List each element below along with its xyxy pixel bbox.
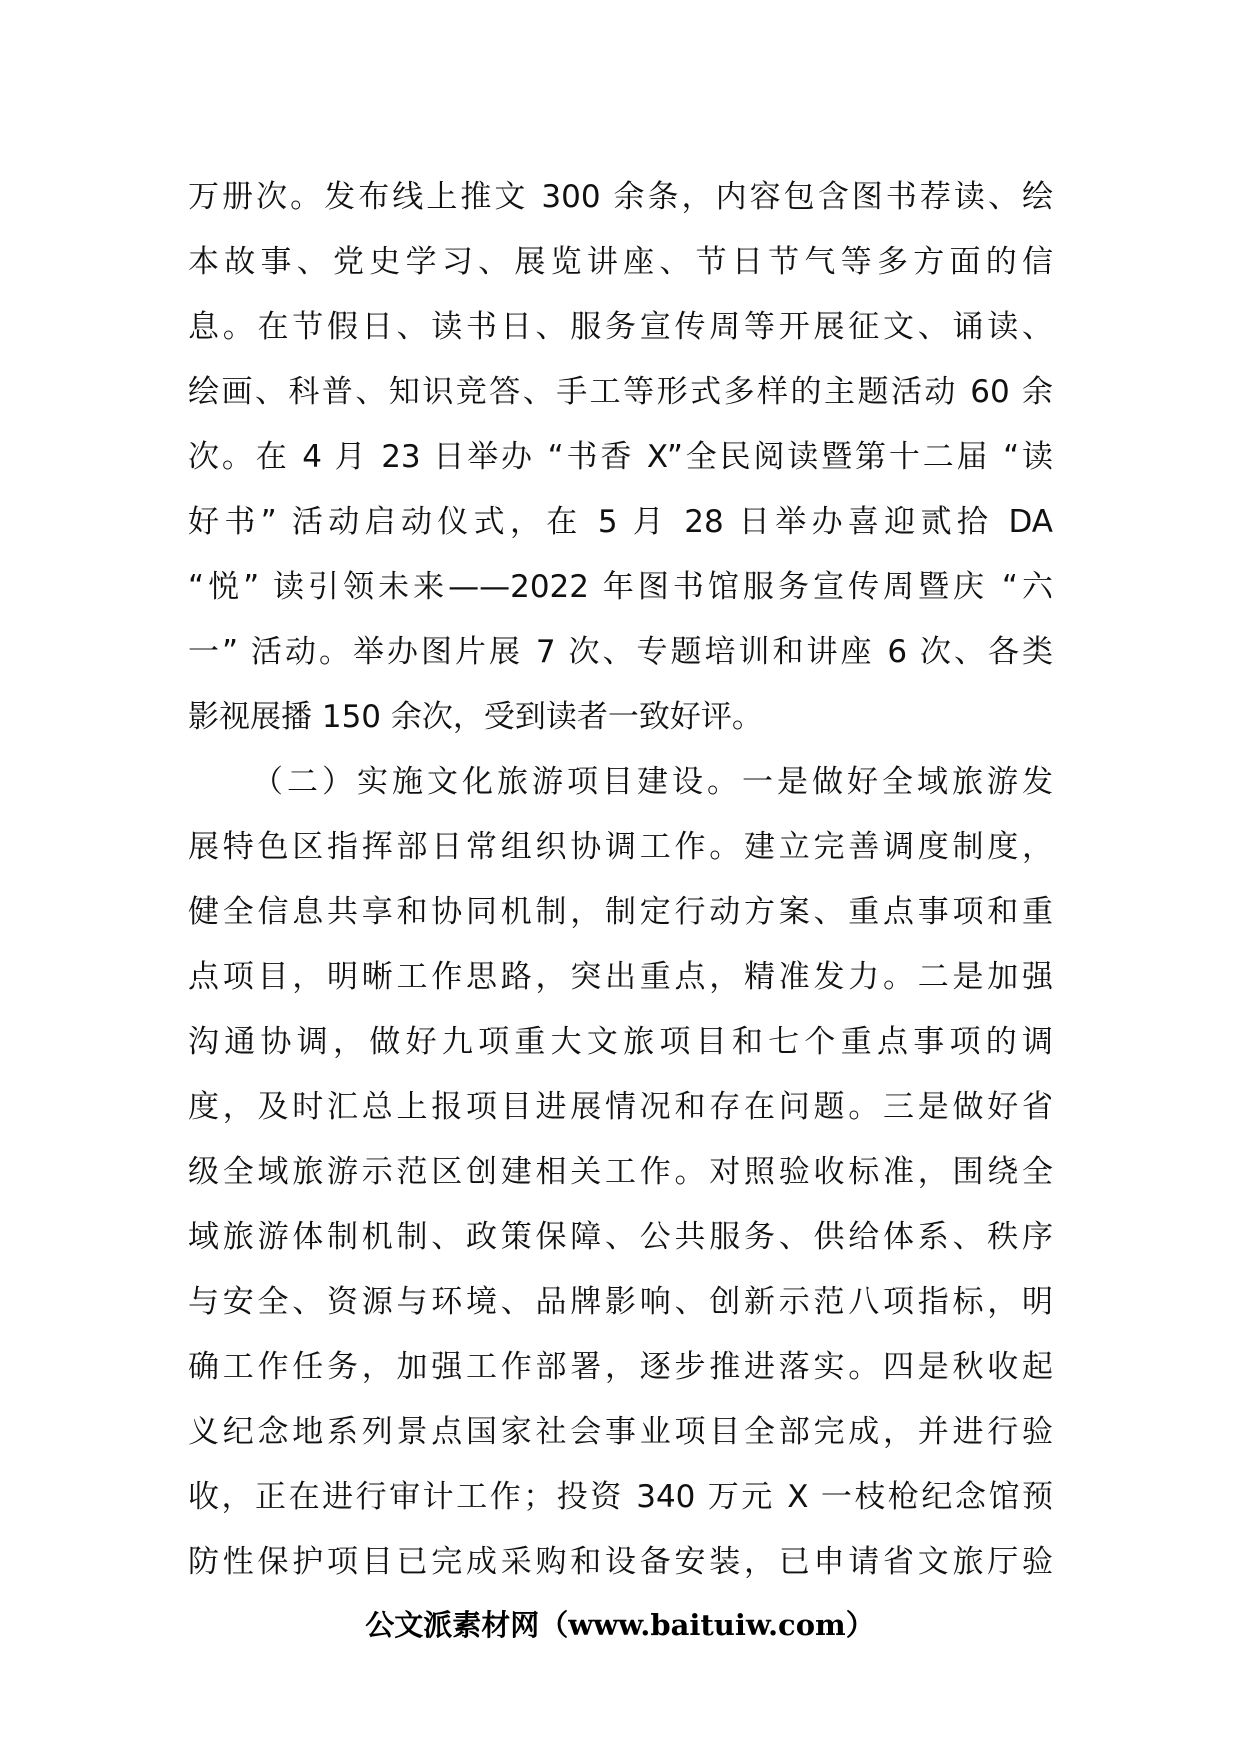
text-line-11: 展特色区指挥部日常组织协调工作。建立完善调度制度， [188, 829, 1053, 865]
text-line-13: 点项目，明晰工作思路，突出重点，精准发力。二是加强 [188, 959, 1053, 995]
text-line-19: 确工作任务，加强工作部署，逐步推进落实。四是秋收起 [188, 1349, 1053, 1385]
text-line-2: 本故事、党史学习、展览讲座、节日节气等多方面的信 [188, 244, 1053, 280]
text-line-5: 次。在 4 月 23 日举办 “书香 X”全民阅读暨第十二届 “读 [188, 439, 1053, 475]
text-line-14: 沟通协调，做好九项重大文旅项目和七个重点事项的调 [188, 1024, 1053, 1060]
text-line-17: 域旅游体制机制、政策保障、公共服务、供给体系、秩序 [188, 1219, 1053, 1255]
text-line-8: 一” 活动。举办图片展 7 次、专题培训和讲座 6 次、各类 [188, 634, 1053, 670]
paragraph-heading-line: （二）实施文化旅游项目建设。一是做好全域旅游发 [252, 764, 1053, 800]
text-line-21: 收，正在进行审计工作；投资 340 万元 X 一枝枪纪念馆预 [188, 1479, 1053, 1515]
footer-watermark: 公文派素材网（www.baituiw.com） [365, 1608, 875, 1642]
text-line-18: 与安全、资源与环境、品牌影响、创新示范八项指标，明 [188, 1284, 1053, 1320]
text-line-7: “悦” 读引领未来——2022 年图书馆服务宣传周暨庆 “六 [188, 569, 1053, 605]
text-line-9: 影视展播 150 余次，受到读者一致好评。 [188, 699, 763, 735]
text-line-1: 万册次。发布线上推文 300 余条，内容包含图书荐读、绘 [188, 179, 1053, 215]
document-body [188, 165, 1053, 1595]
text-line-20: 义纪念地系列景点国家社会事业项目全部完成，并进行验 [188, 1414, 1053, 1450]
text-line-22: 防性保护项目已完成采购和设备安装，已申请省文旅厅验 [188, 1544, 1053, 1580]
text-line-16: 级全域旅游示范区创建相关工作。对照验收标准，围绕全 [188, 1154, 1053, 1190]
text-line-15: 度，及时汇总上报项目进展情况和存在问题。三是做好省 [188, 1089, 1053, 1125]
text-line-4: 绘画、科普、知识竞答、手工等形式多样的主题活动 60 余 [188, 374, 1053, 410]
text-line-6: 好书” 活动启动仪式，在 5 月 28 日举办喜迎贰拾 DA [188, 504, 1053, 540]
text-line-12: 健全信息共享和协同机制，制定行动方案、重点事项和重 [188, 894, 1053, 930]
text-line-3: 息。在节假日、读书日、服务宣传周等开展征文、诵读、 [188, 309, 1053, 345]
